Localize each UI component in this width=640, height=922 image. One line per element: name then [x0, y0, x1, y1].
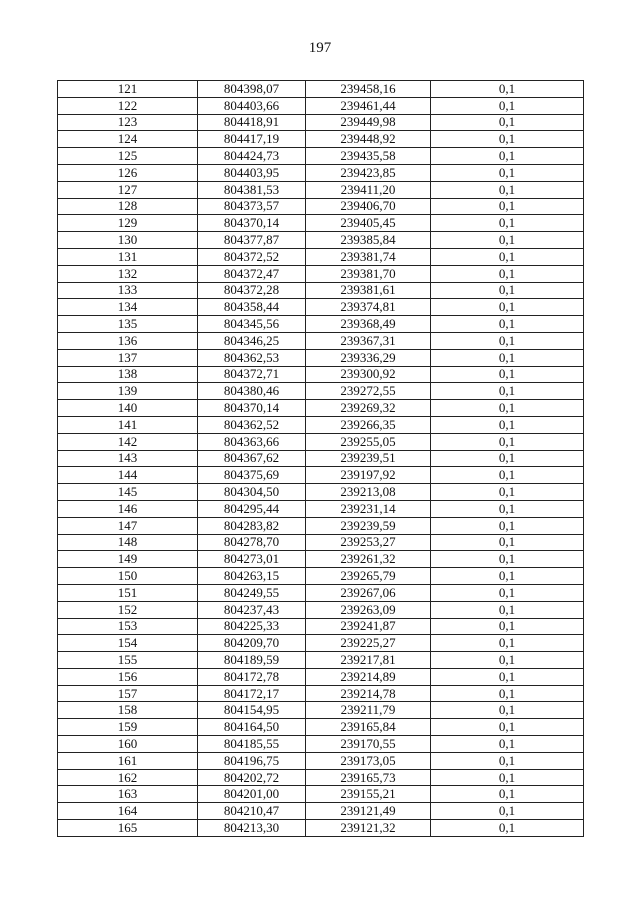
point-number-cell: 164	[58, 803, 198, 820]
accuracy-cell: 0,1	[431, 299, 584, 316]
y-coordinate-cell: 239423,85	[306, 164, 431, 181]
x-coordinate-cell: 804417,19	[198, 131, 306, 148]
accuracy-cell: 0,1	[431, 383, 584, 400]
table-row	[58, 484, 584, 501]
point-number-cell: 147	[58, 517, 198, 534]
x-coordinate-cell: 804249,55	[198, 584, 306, 601]
point-number-cell: 141	[58, 416, 198, 433]
y-coordinate-cell: 239225,27	[306, 635, 431, 652]
x-coordinate-cell: 804377,87	[198, 232, 306, 249]
table-row	[58, 702, 584, 719]
y-coordinate-cell: 239381,70	[306, 265, 431, 282]
x-coordinate-cell: 804213,30	[198, 820, 306, 837]
x-coordinate-cell: 804346,25	[198, 332, 306, 349]
point-number-cell: 156	[58, 668, 198, 685]
accuracy-cell: 0,1	[431, 164, 584, 181]
point-number-cell: 137	[58, 349, 198, 366]
table-row	[58, 652, 584, 669]
x-coordinate-cell: 804283,82	[198, 517, 306, 534]
y-coordinate-cell: 239435,58	[306, 148, 431, 165]
table-row	[58, 383, 584, 400]
table-row	[58, 114, 584, 131]
accuracy-cell: 0,1	[431, 400, 584, 417]
x-coordinate-cell: 804403,66	[198, 97, 306, 114]
point-number-cell: 140	[58, 400, 198, 417]
point-number-cell: 153	[58, 618, 198, 635]
y-coordinate-cell: 239272,55	[306, 383, 431, 400]
point-number-cell: 131	[58, 248, 198, 265]
table-row	[58, 584, 584, 601]
table-row	[58, 450, 584, 467]
y-coordinate-cell: 239458,16	[306, 81, 431, 98]
accuracy-cell: 0,1	[431, 416, 584, 433]
table-row	[58, 349, 584, 366]
table-row	[58, 366, 584, 383]
table-row	[58, 215, 584, 232]
y-coordinate-cell: 239121,32	[306, 820, 431, 837]
y-coordinate-cell: 239241,87	[306, 618, 431, 635]
x-coordinate-cell: 804202,72	[198, 769, 306, 786]
y-coordinate-cell: 239368,49	[306, 316, 431, 333]
x-coordinate-cell: 804263,15	[198, 568, 306, 585]
accuracy-cell: 0,1	[431, 601, 584, 618]
table-row	[58, 685, 584, 702]
accuracy-cell: 0,1	[431, 702, 584, 719]
accuracy-cell: 0,1	[431, 316, 584, 333]
x-coordinate-cell: 804375,69	[198, 467, 306, 484]
point-number-cell: 148	[58, 534, 198, 551]
y-coordinate-cell: 239405,45	[306, 215, 431, 232]
table-row	[58, 467, 584, 484]
y-coordinate-cell: 239267,06	[306, 584, 431, 601]
x-coordinate-cell: 804373,57	[198, 198, 306, 215]
point-number-cell: 133	[58, 282, 198, 299]
x-coordinate-cell: 804370,14	[198, 400, 306, 417]
table-row	[58, 131, 584, 148]
accuracy-cell: 0,1	[431, 282, 584, 299]
point-number-cell: 122	[58, 97, 198, 114]
x-coordinate-cell: 804372,52	[198, 248, 306, 265]
x-coordinate-cell: 804172,17	[198, 685, 306, 702]
x-coordinate-cell: 804424,73	[198, 148, 306, 165]
x-coordinate-cell: 804304,50	[198, 484, 306, 501]
accuracy-cell: 0,1	[431, 198, 584, 215]
point-number-cell: 157	[58, 685, 198, 702]
x-coordinate-cell: 804398,07	[198, 81, 306, 98]
table-row	[58, 148, 584, 165]
table-row	[58, 232, 584, 249]
point-number-cell: 143	[58, 450, 198, 467]
point-number-cell: 158	[58, 702, 198, 719]
point-number-cell: 149	[58, 551, 198, 568]
table-row	[58, 769, 584, 786]
table-row	[58, 81, 584, 98]
table-row	[58, 635, 584, 652]
table-row	[58, 97, 584, 114]
accuracy-cell: 0,1	[431, 467, 584, 484]
x-coordinate-cell: 804372,71	[198, 366, 306, 383]
point-number-cell: 136	[58, 332, 198, 349]
x-coordinate-cell: 804345,56	[198, 316, 306, 333]
y-coordinate-cell: 239165,84	[306, 719, 431, 736]
accuracy-cell: 0,1	[431, 652, 584, 669]
table-row	[58, 500, 584, 517]
accuracy-cell: 0,1	[431, 803, 584, 820]
x-coordinate-cell: 804225,33	[198, 618, 306, 635]
accuracy-cell: 0,1	[431, 752, 584, 769]
x-coordinate-cell: 804418,91	[198, 114, 306, 131]
page-number: 197	[308, 40, 332, 56]
point-number-cell: 163	[58, 786, 198, 803]
y-coordinate-cell: 239374,81	[306, 299, 431, 316]
accuracy-cell: 0,1	[431, 820, 584, 837]
accuracy-cell: 0,1	[431, 534, 584, 551]
point-number-cell: 129	[58, 215, 198, 232]
x-coordinate-cell: 804189,59	[198, 652, 306, 669]
x-coordinate-cell: 804273,01	[198, 551, 306, 568]
y-coordinate-cell: 239253,27	[306, 534, 431, 551]
y-coordinate-cell: 239211,79	[306, 702, 431, 719]
x-coordinate-cell: 804185,55	[198, 736, 306, 753]
accuracy-cell: 0,1	[431, 433, 584, 450]
y-coordinate-cell: 239265,79	[306, 568, 431, 585]
y-coordinate-cell: 239449,98	[306, 114, 431, 131]
y-coordinate-cell: 239261,32	[306, 551, 431, 568]
accuracy-cell: 0,1	[431, 215, 584, 232]
point-number-cell: 152	[58, 601, 198, 618]
y-coordinate-cell: 239239,59	[306, 517, 431, 534]
y-coordinate-cell: 239155,21	[306, 786, 431, 803]
accuracy-cell: 0,1	[431, 668, 584, 685]
x-coordinate-cell: 804154,95	[198, 702, 306, 719]
table-row	[58, 248, 584, 265]
point-number-cell: 165	[58, 820, 198, 837]
table-row	[58, 198, 584, 215]
accuracy-cell: 0,1	[431, 114, 584, 131]
point-number-cell: 123	[58, 114, 198, 131]
y-coordinate-cell: 239121,49	[306, 803, 431, 820]
x-coordinate-cell: 804367,62	[198, 450, 306, 467]
y-coordinate-cell: 239214,89	[306, 668, 431, 685]
table-row	[58, 416, 584, 433]
point-number-cell: 121	[58, 81, 198, 98]
table-row	[58, 534, 584, 551]
x-coordinate-cell: 804363,66	[198, 433, 306, 450]
y-coordinate-cell: 239461,44	[306, 97, 431, 114]
accuracy-cell: 0,1	[431, 618, 584, 635]
accuracy-cell: 0,1	[431, 551, 584, 568]
point-number-cell: 159	[58, 719, 198, 736]
y-coordinate-cell: 239406,70	[306, 198, 431, 215]
table-row	[58, 618, 584, 635]
y-coordinate-cell: 239448,92	[306, 131, 431, 148]
table-row	[58, 786, 584, 803]
point-number-cell: 160	[58, 736, 198, 753]
point-number-cell: 150	[58, 568, 198, 585]
table-row	[58, 433, 584, 450]
y-coordinate-cell: 239214,78	[306, 685, 431, 702]
y-coordinate-cell: 239217,81	[306, 652, 431, 669]
y-coordinate-cell: 239367,31	[306, 332, 431, 349]
table-row	[58, 164, 584, 181]
accuracy-cell: 0,1	[431, 349, 584, 366]
y-coordinate-cell: 239263,09	[306, 601, 431, 618]
y-coordinate-cell: 239213,08	[306, 484, 431, 501]
accuracy-cell: 0,1	[431, 366, 584, 383]
y-coordinate-cell: 239197,92	[306, 467, 431, 484]
x-coordinate-cell: 804403,95	[198, 164, 306, 181]
point-number-cell: 139	[58, 383, 198, 400]
accuracy-cell: 0,1	[431, 484, 584, 501]
table-row	[58, 752, 584, 769]
x-coordinate-cell: 804372,47	[198, 265, 306, 282]
y-coordinate-cell: 239255,05	[306, 433, 431, 450]
coordinates-table-body	[58, 81, 584, 837]
point-number-cell: 124	[58, 131, 198, 148]
table-row	[58, 400, 584, 417]
accuracy-cell: 0,1	[431, 769, 584, 786]
x-coordinate-cell: 804196,75	[198, 752, 306, 769]
accuracy-cell: 0,1	[431, 568, 584, 585]
point-number-cell: 125	[58, 148, 198, 165]
accuracy-cell: 0,1	[431, 685, 584, 702]
table-row	[58, 668, 584, 685]
point-number-cell: 161	[58, 752, 198, 769]
coordinates-table	[57, 80, 584, 837]
accuracy-cell: 0,1	[431, 332, 584, 349]
point-number-cell: 134	[58, 299, 198, 316]
accuracy-cell: 0,1	[431, 500, 584, 517]
accuracy-cell: 0,1	[431, 635, 584, 652]
x-coordinate-cell: 804278,70	[198, 534, 306, 551]
table-row	[58, 601, 584, 618]
accuracy-cell: 0,1	[431, 248, 584, 265]
accuracy-cell: 0,1	[431, 584, 584, 601]
table-row	[58, 316, 584, 333]
x-coordinate-cell: 804210,47	[198, 803, 306, 820]
y-coordinate-cell: 239266,35	[306, 416, 431, 433]
x-coordinate-cell: 804201,00	[198, 786, 306, 803]
point-number-cell: 138	[58, 366, 198, 383]
table-row	[58, 282, 584, 299]
y-coordinate-cell: 239411,20	[306, 181, 431, 198]
x-coordinate-cell: 804295,44	[198, 500, 306, 517]
accuracy-cell: 0,1	[431, 232, 584, 249]
x-coordinate-cell: 804362,53	[198, 349, 306, 366]
accuracy-cell: 0,1	[431, 719, 584, 736]
point-number-cell: 128	[58, 198, 198, 215]
accuracy-cell: 0,1	[431, 81, 584, 98]
x-coordinate-cell: 804209,70	[198, 635, 306, 652]
x-coordinate-cell: 804370,14	[198, 215, 306, 232]
y-coordinate-cell: 239269,32	[306, 400, 431, 417]
x-coordinate-cell: 804172,78	[198, 668, 306, 685]
y-coordinate-cell: 239165,73	[306, 769, 431, 786]
accuracy-cell: 0,1	[431, 97, 584, 114]
accuracy-cell: 0,1	[431, 786, 584, 803]
point-number-cell: 155	[58, 652, 198, 669]
point-number-cell: 154	[58, 635, 198, 652]
accuracy-cell: 0,1	[431, 450, 584, 467]
accuracy-cell: 0,1	[431, 181, 584, 198]
y-coordinate-cell: 239231,14	[306, 500, 431, 517]
table-row	[58, 568, 584, 585]
y-coordinate-cell: 239173,05	[306, 752, 431, 769]
table-row	[58, 551, 584, 568]
y-coordinate-cell: 239239,51	[306, 450, 431, 467]
x-coordinate-cell: 804381,53	[198, 181, 306, 198]
x-coordinate-cell: 804164,50	[198, 719, 306, 736]
point-number-cell: 132	[58, 265, 198, 282]
table-row	[58, 803, 584, 820]
x-coordinate-cell: 804380,46	[198, 383, 306, 400]
point-number-cell: 126	[58, 164, 198, 181]
x-coordinate-cell: 804372,28	[198, 282, 306, 299]
point-number-cell: 144	[58, 467, 198, 484]
table-row	[58, 736, 584, 753]
point-number-cell: 162	[58, 769, 198, 786]
y-coordinate-cell: 239381,74	[306, 248, 431, 265]
y-coordinate-cell: 239336,29	[306, 349, 431, 366]
table-row	[58, 265, 584, 282]
accuracy-cell: 0,1	[431, 736, 584, 753]
table-row	[58, 299, 584, 316]
accuracy-cell: 0,1	[431, 131, 584, 148]
y-coordinate-cell: 239300,92	[306, 366, 431, 383]
table-row	[58, 332, 584, 349]
x-coordinate-cell: 804237,43	[198, 601, 306, 618]
point-number-cell: 135	[58, 316, 198, 333]
accuracy-cell: 0,1	[431, 265, 584, 282]
point-number-cell: 127	[58, 181, 198, 198]
point-number-cell: 151	[58, 584, 198, 601]
point-number-cell: 142	[58, 433, 198, 450]
accuracy-cell: 0,1	[431, 517, 584, 534]
y-coordinate-cell: 239170,55	[306, 736, 431, 753]
accuracy-cell: 0,1	[431, 148, 584, 165]
table-row	[58, 517, 584, 534]
y-coordinate-cell: 239381,61	[306, 282, 431, 299]
x-coordinate-cell: 804358,44	[198, 299, 306, 316]
table-row	[58, 181, 584, 198]
x-coordinate-cell: 804362,52	[198, 416, 306, 433]
table-row	[58, 820, 584, 837]
table-row	[58, 719, 584, 736]
y-coordinate-cell: 239385,84	[306, 232, 431, 249]
point-number-cell: 145	[58, 484, 198, 501]
point-number-cell: 130	[58, 232, 198, 249]
point-number-cell: 146	[58, 500, 198, 517]
